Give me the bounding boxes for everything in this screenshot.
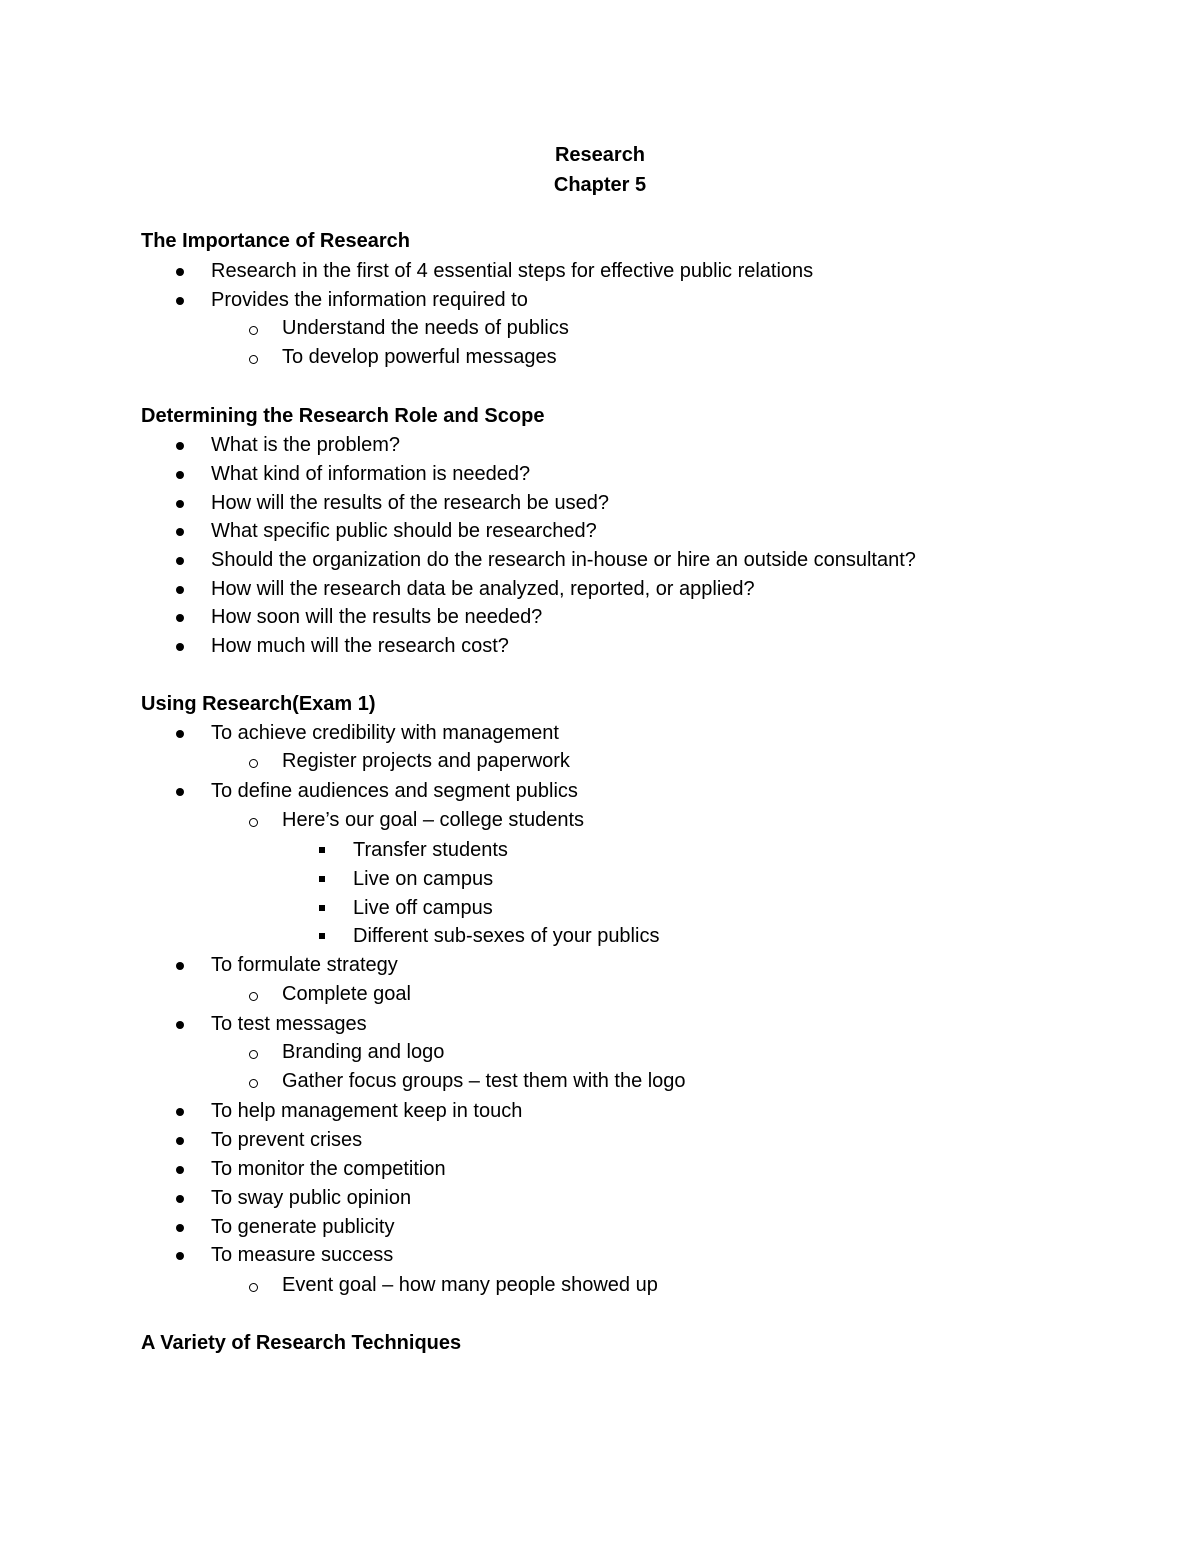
- list-item-text: What specific public should be researched?: [211, 520, 597, 542]
- bullet-icon: [176, 297, 184, 305]
- circle-bullet-icon: [249, 1050, 258, 1059]
- bullet-icon: [176, 1137, 184, 1145]
- circle-bullet-icon: [249, 1079, 258, 1088]
- list-item-text: To develop powerful messages: [282, 346, 557, 368]
- bullet-icon: [176, 962, 184, 970]
- list-item-text: Transfer students: [353, 839, 508, 861]
- bullet-icon: [176, 643, 184, 651]
- bullet-icon: [176, 614, 184, 622]
- bullet-icon: [176, 557, 184, 565]
- circle-bullet-icon: [249, 818, 258, 827]
- circle-bullet-icon: [249, 992, 258, 1001]
- bullet-icon: [176, 1108, 184, 1116]
- bullet-icon: [176, 730, 184, 738]
- list-item-text: To define audiences and segment publics: [211, 780, 578, 802]
- bullet-icon: [176, 442, 184, 450]
- list-item-text: Register projects and paperwork: [282, 750, 570, 772]
- list-item-text: Research in the first of 4 essential steps for effective public relations: [211, 260, 814, 282]
- list-item-text: Gather focus groups – test them with the logo: [282, 1070, 686, 1092]
- bullet-icon: [176, 1166, 184, 1174]
- list-item-text: Branding and logo: [282, 1041, 445, 1063]
- list-item-text: Here’s our goal – college students: [282, 809, 585, 831]
- list-item-text: To achieve credibility with management: [211, 722, 559, 744]
- circle-bullet-icon: [249, 326, 258, 335]
- list-item-text: Understand the needs of publics: [282, 317, 569, 339]
- square-bullet-icon: [319, 876, 325, 882]
- list-item-text: To prevent crises: [211, 1129, 363, 1151]
- list-item-text: How soon will the results be needed?: [211, 606, 543, 628]
- circle-bullet-icon: [249, 1283, 258, 1292]
- document-title: Research: [554, 144, 646, 166]
- list-item-text: What is the problem?: [211, 434, 400, 456]
- list-item-text: How will the results of the research be used?: [211, 492, 609, 514]
- bullet-icon: [176, 788, 184, 796]
- list-item-text: Complete goal: [282, 983, 411, 1005]
- document-subtitle: Chapter 5: [553, 174, 647, 196]
- bullet-icon: [176, 268, 184, 276]
- list-item-text: To measure success: [211, 1244, 394, 1266]
- circle-bullet-icon: [249, 759, 258, 768]
- list-item-text: How much will the research cost?: [211, 635, 509, 657]
- list-item-text: To monitor the competition: [211, 1158, 446, 1180]
- section-heading-role-scope: Determining the Research Role and Scope: [141, 405, 545, 427]
- list-item-text: To generate publicity: [211, 1216, 395, 1238]
- circle-bullet-icon: [249, 355, 258, 364]
- list-item-text: Provides the information required to: [211, 289, 528, 311]
- bullet-icon: [176, 586, 184, 594]
- list-item-text: What kind of information is needed?: [211, 463, 531, 485]
- bullet-icon: [176, 1021, 184, 1029]
- list-item-text: To formulate strategy: [211, 954, 398, 976]
- list-item-text: Live off campus: [353, 897, 493, 919]
- section-heading-research-techniques: A Variety of Research Techniques: [141, 1332, 462, 1354]
- section-heading-importance: The Importance of Research: [141, 230, 410, 252]
- list-item-text: Different sub-sexes of your publics: [353, 925, 660, 947]
- bullet-icon: [176, 1195, 184, 1203]
- list-item-text: How will the research data be analyzed, reported, or applied?: [211, 578, 755, 600]
- bullet-icon: [176, 500, 184, 508]
- list-item-text: Event goal – how many people showed up: [282, 1274, 658, 1296]
- list-item-text: Live on campus: [353, 868, 494, 890]
- square-bullet-icon: [319, 933, 325, 939]
- section-heading-using-research: Using Research(Exam 1): [141, 693, 376, 715]
- bullet-icon: [176, 528, 184, 536]
- list-item-text: Should the organization do the research in-house or hire an outside consultant?: [211, 549, 916, 571]
- square-bullet-icon: [319, 847, 325, 853]
- bullet-icon: [176, 1224, 184, 1232]
- list-item-text: To help management keep in touch: [211, 1100, 523, 1122]
- list-item-text: To sway public opinion: [211, 1187, 412, 1209]
- square-bullet-icon: [319, 905, 325, 911]
- list-item-text: To test messages: [211, 1013, 367, 1035]
- bullet-icon: [176, 1252, 184, 1260]
- bullet-icon: [176, 471, 184, 479]
